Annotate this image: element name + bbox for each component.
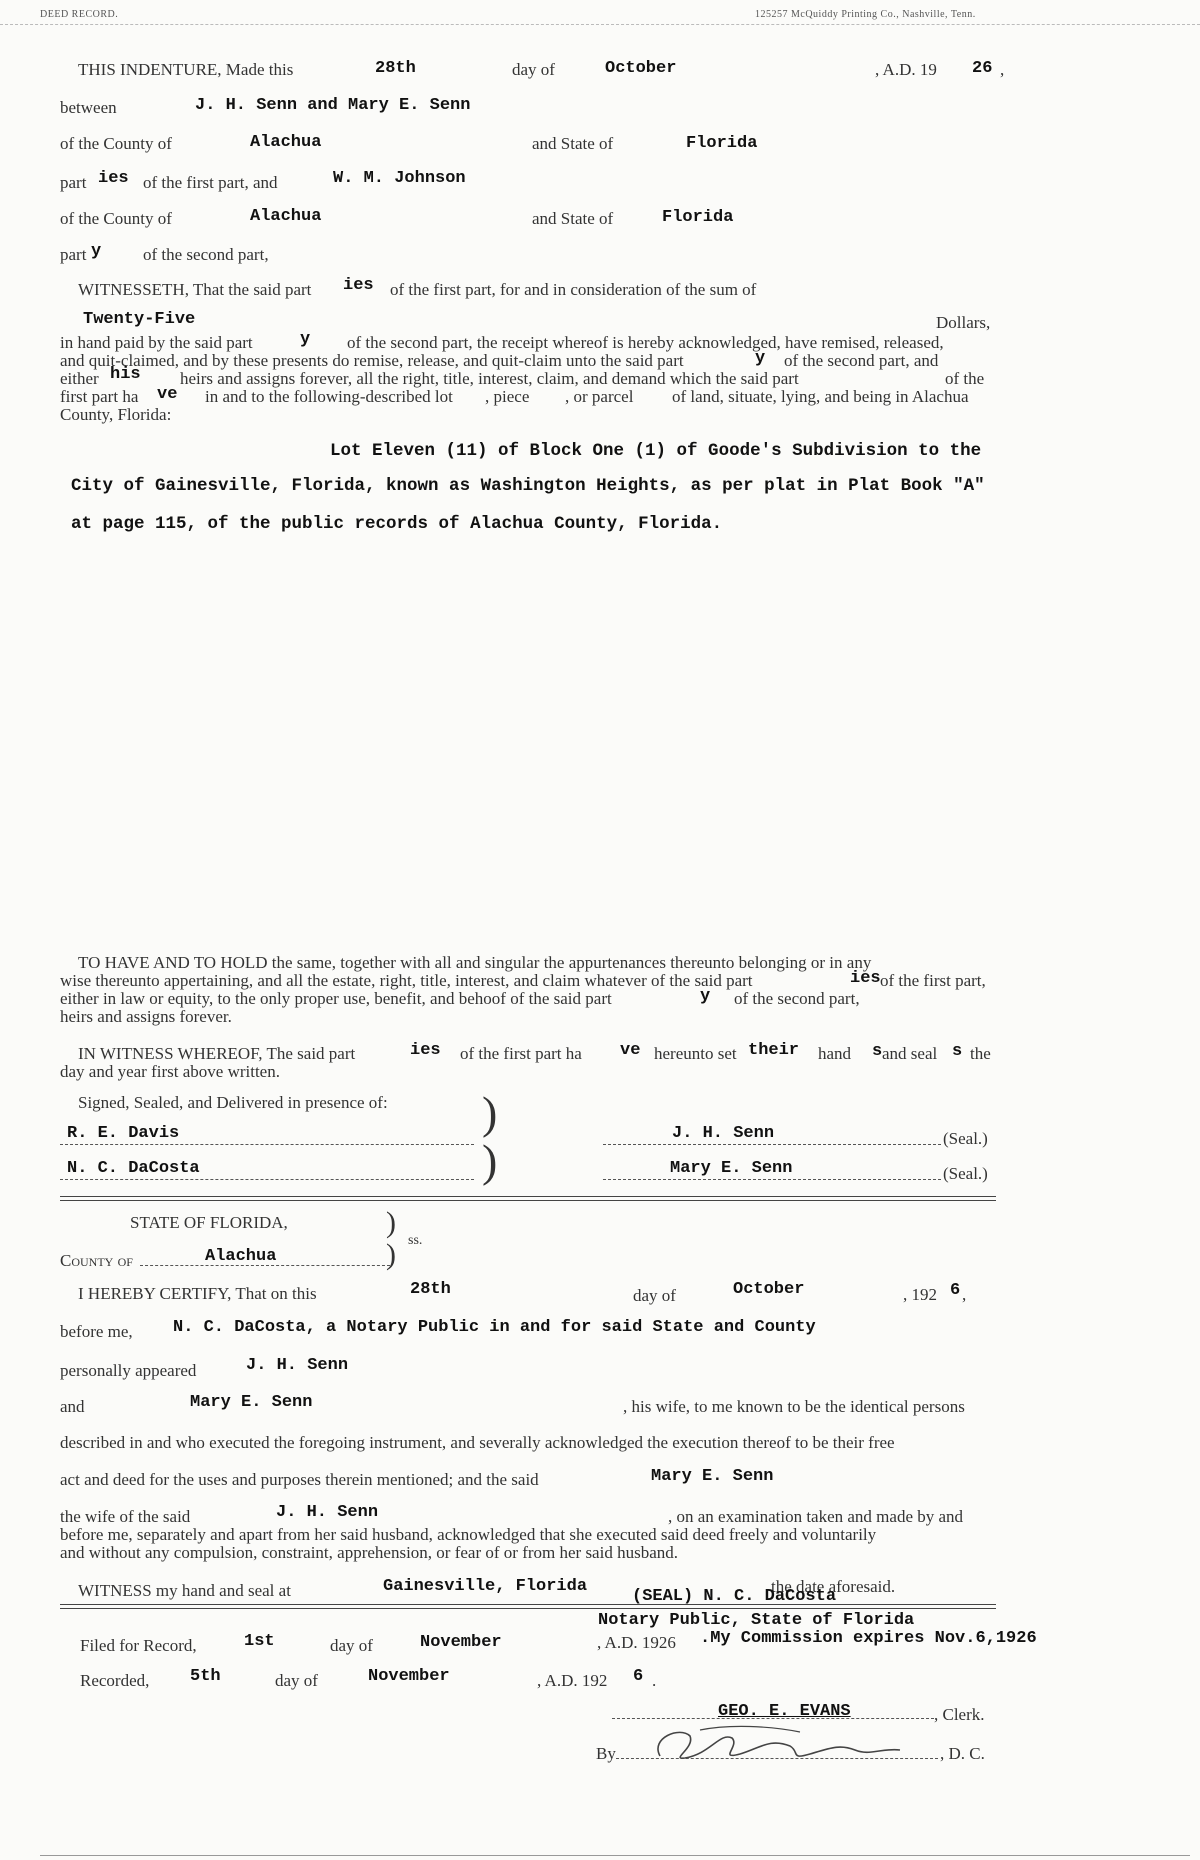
ack-described: described in and who executed the foregoing instrument, and severally acknowledged the execution thereof to be their free: [60, 1433, 895, 1452]
habendum-line2-ies: ies: [850, 969, 881, 988]
habendum-line3a: either in law or equity, to the only proper use, benefit, and behoof of the said part: [60, 989, 612, 1008]
filed-ad: , A.D. 1926: [597, 1633, 676, 1652]
witness-2-signature: N. C. DaCosta: [67, 1159, 200, 1178]
witness-line1c: hereunto set: [654, 1044, 737, 1063]
consideration-amount: Twenty-Five: [83, 310, 196, 329]
part-suffix-1: ies: [98, 169, 129, 188]
ack-before-me: before me,: [60, 1322, 133, 1341]
consideration-line4-ve: ve: [157, 385, 178, 404]
consideration-line3c: of the: [945, 369, 985, 388]
recorded-ad-prefix: , A.D. 192: [537, 1671, 608, 1690]
consideration-line4a: first part ha: [60, 387, 139, 406]
witness-line1-s: s: [872, 1042, 883, 1061]
state-label-1: and State of: [532, 134, 614, 153]
consideration-line2-y: y: [755, 349, 766, 368]
ack-and: and: [60, 1397, 85, 1416]
habendum-line2b: of the first part,: [880, 971, 986, 990]
ack-year-digit: 6: [950, 1281, 961, 1300]
ack-brace-bottom: ): [386, 1238, 396, 1271]
recorded-day: 5th: [190, 1667, 221, 1686]
witness-line1e: and seal: [882, 1044, 938, 1063]
consideration-line5: County, Florida:: [60, 405, 172, 424]
indenture-year: 26: [972, 59, 993, 78]
party-suffix: y: [91, 242, 102, 261]
description-line2: City of Gainesville, Florida, known as Washington Heights, as per plat in Plat Book "A": [71, 476, 985, 496]
ack-notary-name: N. C. DaCosta, a Notary Public in and for said State and County: [173, 1318, 816, 1337]
ack-before-me-2: before me, separately and apart from her said husband, acknowledged that she executed said deed freely and voluntarily: [60, 1525, 877, 1544]
consideration-line1-y: y: [300, 330, 311, 349]
filed-day: 1st: [244, 1632, 275, 1651]
county-label-2: of the County of: [60, 209, 172, 228]
grantor-1-line: [603, 1144, 941, 1145]
ack-county-label: County of: [60, 1251, 133, 1270]
grantor-1-seal: (Seal.): [943, 1129, 988, 1148]
indenture-day-of: day of: [512, 60, 555, 79]
grantee: W. M. Johnson: [333, 169, 466, 188]
ack-brace-top: ): [386, 1206, 396, 1239]
ack-place: Gainesville, Florida: [383, 1577, 588, 1596]
consideration-line3b: heirs and assigns forever, all the right, title, interest, claim, and demand which the said part: [180, 369, 799, 388]
ack-year-comma: ,: [962, 1285, 967, 1304]
ack-examination: , on an examination taken and made by and: [668, 1507, 964, 1526]
witness-line1a: IN WITNESS WHEREOF, The said part: [78, 1044, 356, 1063]
witness-line1-s2: s: [952, 1042, 963, 1061]
witness-1-signature: R. E. Davis: [67, 1124, 180, 1143]
indenture-year-comma: ,: [1000, 60, 1005, 79]
section-rule-1a: [60, 1196, 996, 1197]
grantor-2-line: [603, 1179, 941, 1180]
state-label-2: and State of: [532, 209, 614, 228]
description-line1: Lot Eleven (11) of Block One (1) of Goode's Subdivision to the: [330, 441, 982, 461]
section-rule-1b: [60, 1200, 996, 1201]
ack-wife-name: Mary E. Senn: [651, 1467, 774, 1486]
ack-act-and-deed: act and deed for the uses and purposes therein mentioned; and the said: [60, 1470, 539, 1489]
between-label: between: [60, 98, 117, 117]
consideration-line4d: , or parcel: [565, 387, 634, 406]
header-deed-record: DEED RECORD.: [40, 9, 119, 20]
ack-his-wife: , his wife, to me known to be the identical persons: [623, 1397, 965, 1416]
ack-wife-of-said: the wife of the said: [60, 1507, 191, 1526]
ack-ss: ss.: [408, 1233, 423, 1248]
recorded-dot: .: [652, 1671, 657, 1690]
deputy-clerk-signature: [640, 1718, 940, 1768]
witness-line1-their: their: [748, 1041, 800, 1060]
page-bottom-edge: [40, 1855, 1190, 1856]
second-part-label: of the second part,: [143, 245, 269, 264]
ack-state: STATE OF FLORIDA,: [130, 1213, 288, 1232]
consideration-line4e: of land, situate, lying, and being in Alachua: [672, 387, 969, 406]
recorded-day-of: day of: [275, 1671, 318, 1690]
signed-in-presence: Signed, Sealed, and Delivered in presence of:: [78, 1093, 388, 1112]
filed-day-of: day of: [330, 1636, 373, 1655]
witnesseth: WITNESSETH, That the said part: [78, 280, 312, 299]
recorded-year-digit: 6: [633, 1667, 644, 1686]
ack-day-of: day of: [633, 1286, 676, 1305]
habendum-line4: heirs and assigns forever.: [60, 1007, 232, 1026]
consideration-line3-his: his: [110, 365, 141, 384]
section-rule-2a: [60, 1604, 996, 1605]
habendum-line1: TO HAVE AND TO HOLD the same, together with all and singular the appurtenances thereunto belonging or in any: [78, 953, 872, 972]
consideration-line2b: of the second part, and: [784, 351, 939, 370]
indenture-month: October: [605, 59, 677, 78]
consideration-line2a: and quit-claimed, and by these presents do remise, release, and quit-claim unto the said part: [60, 351, 684, 370]
county-1: Alachua: [250, 133, 322, 152]
ack-month: October: [733, 1280, 805, 1299]
recorded-label: Recorded,: [80, 1671, 150, 1690]
state-2: Florida: [662, 208, 734, 227]
indenture-day: 28th: [375, 59, 416, 78]
witness-line2: day and year first above written.: [60, 1062, 280, 1081]
ack-commission: .My Commission expires Nov.6,1926: [700, 1629, 1037, 1648]
part-word-1: part: [60, 173, 87, 192]
state-1: Florida: [686, 134, 758, 153]
dollars-label: Dollars,: [936, 313, 991, 332]
habendum-line2a: wise thereunto appertaining, and all the estate, right, title, interest, and claim whatever of the said part: [60, 971, 753, 990]
header-rule: [0, 24, 1200, 25]
clerk-name: GEO. E. EVANS: [718, 1702, 851, 1721]
ack-notary-title: Notary Public, State of Florida: [598, 1611, 915, 1630]
grantor-2-signature: Mary E. Senn: [670, 1159, 793, 1178]
header-printer: 125257 McQuiddy Printing Co., Nashville, Tenn.: [755, 9, 976, 20]
witnesseth-ies: ies: [343, 276, 374, 295]
ack-personally-appeared: personally appeared: [60, 1361, 197, 1380]
ack-notary-signature: (SEAL) N. C. DaCosta: [632, 1587, 837, 1606]
consideration-line4b: in and to the following-described lot: [205, 387, 453, 406]
grantors: J. H. Senn and Mary E. Senn: [195, 96, 471, 115]
consideration-line1a: in hand paid by the said part: [60, 333, 253, 352]
filed-for-record-label: Filed for Record,: [80, 1636, 197, 1655]
indenture-made-this: THIS INDENTURE, Made this: [78, 60, 294, 79]
ack-year-prefix: , 192: [903, 1285, 937, 1304]
habendum-line3-y: y: [700, 987, 711, 1006]
ack-day: 28th: [410, 1280, 451, 1299]
witness-line1-ve: ve: [620, 1041, 641, 1060]
witness-1-line: [60, 1144, 474, 1145]
consideration-line4c: , piece: [485, 387, 530, 406]
recorded-month: November: [368, 1667, 450, 1686]
first-part-and: of the first part, and: [143, 173, 278, 192]
grantor-2-seal: (Seal.): [943, 1164, 988, 1183]
consideration-line3a: either: [60, 369, 99, 388]
by-label: By: [596, 1744, 616, 1763]
witness-line1-ies: ies: [410, 1041, 441, 1060]
section-rule-2b: [60, 1608, 996, 1609]
ack-county: Alachua: [205, 1247, 277, 1266]
ack-witness-hand: WITNESS my hand and seal at: [78, 1581, 291, 1600]
witness-brace-bottom: ): [482, 1135, 498, 1186]
ack-certify: I HEREBY CERTIFY, That on this: [78, 1284, 317, 1303]
habendum-line3b: of the second part,: [734, 989, 860, 1008]
witness-2-line: [60, 1179, 474, 1180]
filed-month: November: [420, 1633, 502, 1652]
witness-brace-top: ): [482, 1087, 498, 1138]
ack-husband: J. H. Senn: [276, 1503, 379, 1522]
witness-line1f: the: [970, 1044, 991, 1063]
ack-person-2: Mary E. Senn: [190, 1393, 313, 1412]
clerk-label: , Clerk.: [934, 1705, 985, 1724]
ack-person-1: J. H. Senn: [246, 1356, 349, 1375]
witness-line1d: hand: [818, 1044, 852, 1063]
party-word: part: [60, 245, 87, 264]
county-label-1: of the County of: [60, 134, 172, 153]
consideration-line1b: of the second part, the receipt whereof is hereby acknowledged, have remised, released,: [347, 333, 944, 352]
dc-label: , D. C.: [940, 1744, 985, 1763]
ack-date-aforesaid: the date aforesaid.: [771, 1577, 896, 1596]
ack-without: and without any compulsion, constraint, apprehension, or fear of or from her said husband.: [60, 1543, 678, 1562]
witnesseth-rest: of the first part, for and in consideration of the sum of: [390, 280, 757, 299]
grantor-1-signature: J. H. Senn: [672, 1124, 775, 1143]
witness-line1b: of the first part ha: [460, 1044, 582, 1063]
county-2: Alachua: [250, 207, 322, 226]
description-line3: at page 115, of the public records of Alachua County, Florida.: [71, 514, 723, 534]
indenture-ad: , A.D. 19: [875, 60, 937, 79]
